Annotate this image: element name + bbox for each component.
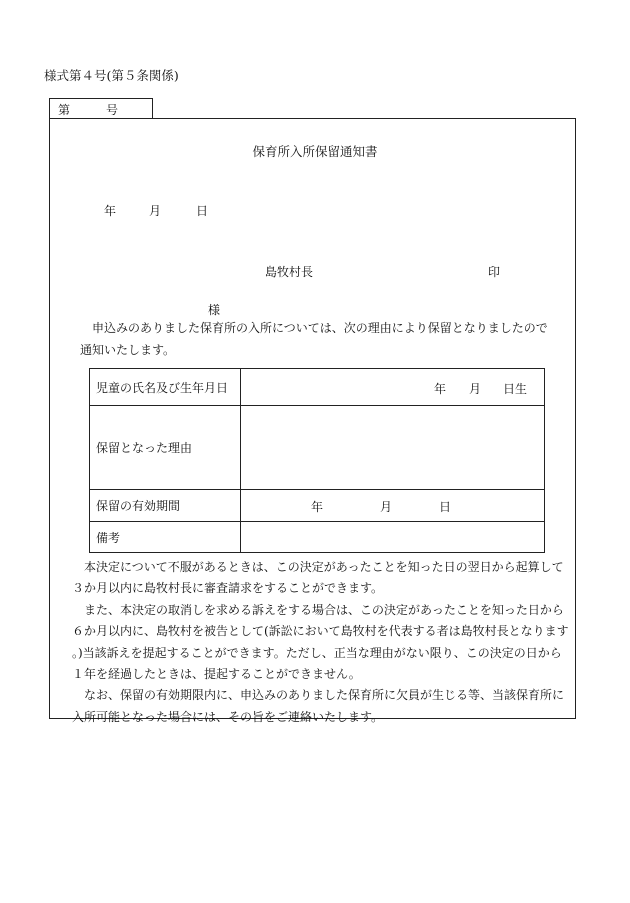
child-name-cell (241, 369, 545, 406)
child-name-label: 児童の氏名及び生年月日 (90, 369, 241, 406)
table-row (90, 369, 545, 406)
remarks-cell (241, 522, 545, 553)
notes-line: 。)当該訴えを提起することができます。ただし、正当な理由がない限り、この決定の日から (72, 645, 562, 660)
period-day: 日 (439, 500, 452, 514)
issuer-name: 島牧村長 (265, 265, 314, 279)
notes-line: 本決定について不服があるときは、この決定があったことを知った日の翌日から起算して (72, 560, 564, 574)
issue-date-day: 日 (196, 204, 209, 218)
child-birth-month: 月 (469, 382, 482, 396)
notes-line: 入所可能となった場合には、その旨をご連絡いたします。 (72, 709, 384, 724)
issue-date-month: 月 (149, 204, 162, 218)
notes-line: １年を経過したときは、提起することができません。 (72, 667, 361, 682)
intro-line-1: 申込みのありました保育所の入所については、次の理由により保留となりましたので (92, 321, 548, 335)
seal-mark: 印 (488, 265, 501, 279)
table-row (90, 490, 545, 522)
reason-cell (241, 406, 545, 490)
period-year: 年 (311, 500, 324, 514)
period-cell (241, 490, 545, 522)
notes-line: また、本決定の取消しを求める訴えをする場合は、この決定があったことを知った日から (72, 602, 564, 617)
addressee-suffix: 様 (208, 303, 221, 317)
notes-block (72, 557, 569, 728)
child-birth-year: 年 (434, 382, 447, 396)
table-row (90, 522, 545, 553)
notes-line: ３か月以内に島牧村長に審査請求をすることができます。 (72, 581, 384, 596)
info-table (89, 368, 545, 553)
reason-label: 保留となった理由 (90, 406, 241, 490)
document-number-box (49, 98, 153, 118)
table-row (90, 406, 545, 490)
period-month: 月 (380, 500, 393, 514)
issue-date-year: 年 (104, 204, 117, 218)
number-suffix: 号 (106, 103, 119, 117)
intro-line-2: 通知いたします。 (80, 343, 176, 357)
child-birth-day: 日生 (503, 382, 528, 396)
notes-line: ６か月以内に、島牧村を被告として(訴訟において島牧村を代表する者は島牧村長となります (72, 624, 569, 639)
remarks-label: 備考 (90, 522, 241, 553)
form-number-label: 様式第４号(第５条関係) (44, 68, 179, 83)
document-title: 保育所入所保留通知書 (252, 144, 378, 159)
notes-line: なお、保留の有効期限内に、申込みのありました保育所に欠員が生じる等、当該保育所に (72, 688, 565, 703)
number-prefix: 第 (58, 103, 71, 117)
period-label: 保留の有効期間 (90, 490, 241, 522)
